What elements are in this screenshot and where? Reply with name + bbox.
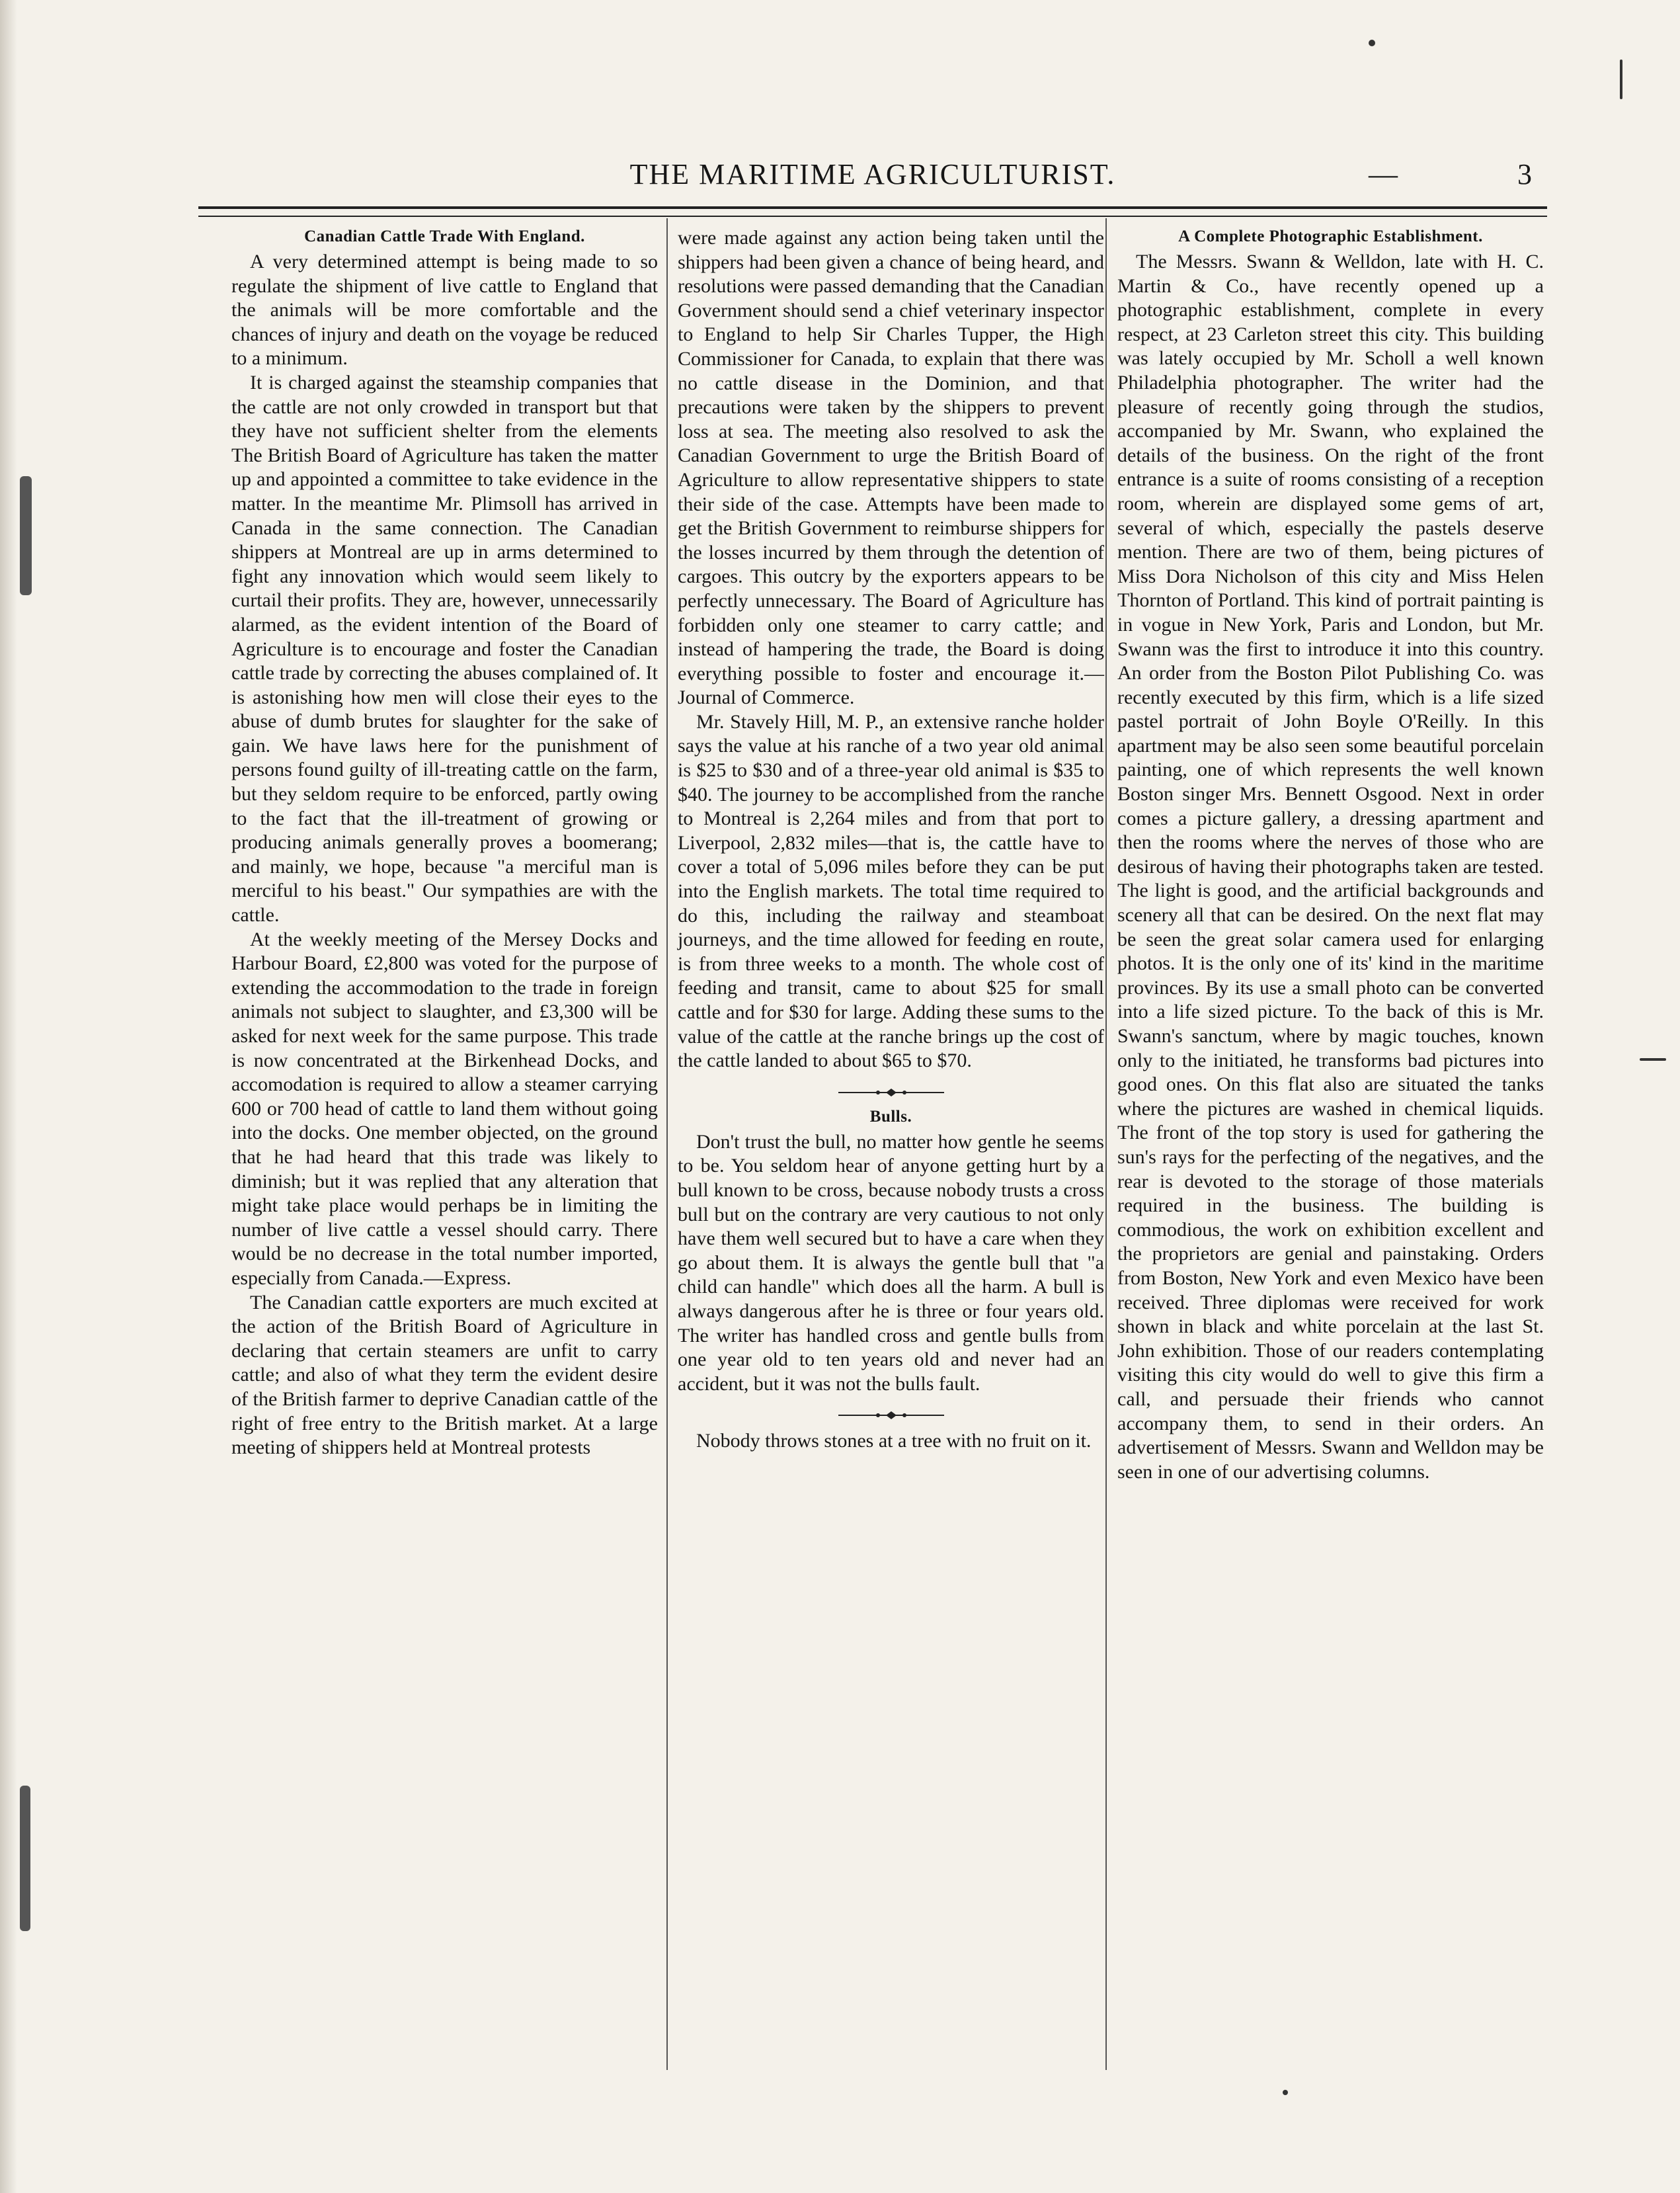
- article-paragraph: A very determined attempt is being made to so regulate the shipment of live cattle to England that the animals will be more comfortable and the chances of injury and death on the voyage be reduced to a minimum.: [231, 251, 658, 370]
- print-speck: [20, 476, 32, 595]
- masthead: [198, 157, 1547, 204]
- print-speck: [1620, 60, 1622, 99]
- column-3: [1117, 226, 1544, 1484]
- masthead-rule: [198, 206, 1547, 217]
- section-ornament: [825, 1088, 957, 1097]
- print-speck: [20, 1786, 30, 1931]
- article-paragraph: Don't trust the bull, no matter how gentle he seems to be. You seldom hear of anyone getting hurt by a bull known to be cross, because nobody trusts a cross bull but on the contrary are very cautious to not only have them well secured but to have a care when they go about them. It is always the gentle bull that "a child can handle" which does all the harm. A bull is always dangerous after he is three or four years old. The writer has handled cross and gentle bulls from one year old to ten years old and never had an accident, but it was not the bulls fault.: [678, 1130, 1104, 1395]
- article-paragraph: were made against any action being taken until the shippers had been given a chance of being heard, and resolutions were passed demanding that the Canadian Government should send a chief veterinary inspector to England to help Sir Charles Tupper, the High Commissioner for Canada, to explain that there was no cattle disease in the Dominion, and that precautions were taken by the shippers to prevent loss at sea. The meeting also resolved to ask the Canadian Government to urge the British Board of Agriculture to allow representative shippers to state their side of the case. Attempts have been made to get the British Government to reimburse shippers for the losses incurred by them through the detention of cargoes. This outcry by the exporters appears to be perfectly unnecessary. The Board of Agriculture has forbidden only one steamer to carry cattle; and instead of hampering the trade, the Board is doing everything possible to foster and encourage it.—Journal of Commerce.: [678, 227, 1104, 709]
- headline-photographic: A Complete Photographic Establishment.: [1178, 228, 1483, 245]
- column-divider-1: [666, 218, 668, 2070]
- column-1: [231, 226, 658, 1460]
- column-2: [678, 226, 1104, 1454]
- page-edge-shadow: [0, 0, 17, 2193]
- print-speck: [1283, 2090, 1288, 2095]
- publication-title: THE MARITIME AGRICULTURIST.: [629, 158, 1116, 190]
- print-speck: [1640, 1058, 1666, 1061]
- article-paragraph: At the weekly meeting of the Mersey Docks and Harbour Board, £2,800 was voted for the purpose of extending the accommodation to the trade in foreign animals not subject to slaughter, and £3,300 will be asked for next week for the same purpose. This trade is now concentrated at the Birkenhead Docks, and accomodation is required to allow a steamer carrying 600 or 700 head of cattle to land them without going into the docks. One member objected, on the ground that he had heard that this trade was likely to diminish; but it was replied that any alteration that might take place would perhaps be in limiting the number of live cattle a vessel should carry. There would be no decrease in the total number imported, especially from Canada.—Express.: [231, 928, 658, 1289]
- page-number: 3: [1517, 158, 1532, 190]
- article-paragraph: Mr. Stavely Hill, M. P., an extensive ranche holder says the value at his ranche of a two year old animal is $25 to $30 and of a three-year old animal is $35 to $40. The journey to be accomplished from the ranche to Montreal is 2,264 miles and from that port to Liverpool, 2,832 miles—that is, the cattle have to cover a total of 5,096 miles before they can be put into the English markets. The total time required to do this, including the railway and steamboat journeys, and the time allowed for feeding en route, is from three weeks to a month. The whole cost of feeding and transit, came to about $25 for small cattle and for $30 for large. Adding these sums to the value of the cattle at the ranche brings up the cost of the cattle landed to about $65 to $70.: [678, 710, 1104, 1072]
- section-ornament: [825, 1411, 957, 1420]
- article-paragraph: It is charged against the steamship companies that the cattle are not only crowded in transport but that they have not sufficient shelter from the elements The British Board of Agriculture has taken the matter up and appointed a committee to take evidence in the matter. In the meantime Mr. Plimsoll has arrived in Canada in the same connection. The Canadian shippers at Montreal are up in arms determined to fight any innovation which would seem likely to curtail their profits. They are, however, unnecessarily alarmed, as the evident intention of the Board of Agriculture is to encourage and foster the Canadian cattle trade by correcting the abuses complained of. It is astonishing how men will close their eyes to the abuse of dumb brutes for slaughter for the sake of gain. We have laws here for the punishment of persons found guilty of ill-treating cattle on the farm, but they seldom require to be enforced, partly owing to the fact that the ill-treatment of growing or producing animals generally proves a boomerang; and mainly, we hope, because "a merciful man is merciful to his beast." Our sympathies are with the cattle.: [231, 371, 658, 927]
- print-speck: [1369, 40, 1375, 46]
- article-paragraph: The Canadian cattle exporters are much excited at the action of the British Board of Agriculture in declaring that certain steamers are unfit to carry cattle; and also of what they term the evident desire of the British farmer to deprive Canadian cattle of the right of free entry to the British market. At a large meeting of shippers held at Montreal protests: [231, 1291, 658, 1459]
- headline-bulls: Bulls.: [869, 1107, 912, 1126]
- article-paragraph: Nobody throws stones at a tree with no fruit on it.: [696, 1430, 1092, 1452]
- article-paragraph: The Messrs. Swann & Welldon, late with H. C. Martin & Co., have recently opened up a photographic establishment, complete in every respect, at 23 Carleton street this city. This building was lately occupied by Mr. Scholl a well known Philadelphia photographer. The writer had the pleasure of recently going through the studios, accompanied by Mr. Swann, who explained the details of the business. On the right of the front entrance is a suite of rooms consisting of a reception room, wherein are displayed some gems of art, several of which, especially the pastels deserve mention. There are two of them, being pictures of Miss Dora Nicholson of this city and Miss Helen Thornton of Portland. This kind of portrait painting is in vogue in New York, Paris and London, but Mr. Swann was the first to introduce it into this country. An order from the Boston Pilot Publishing Co. was recently executed by this firm, which is a life sized pastel portrait of John Boyle O'Reilly. In this apartment may be also seen some beautiful porcelain painting, one of which represents the well known Boston singer Mrs. Bennett Osgood. Next in order comes a picture gallery, a dressing apartment and then the rooms where the nerves of those who are desirous of having their photographs taken are tested. The light is good, and the artificial backgrounds and scenery all that can be desired. On the next flat may be seen the great solar camera used for enlarging photos. It is the only one of its' kind in the maritime provinces. By its use a small photo can be converted into a life sized picture. To the back of this is Mr. Swann's sanctum, where by magic touches, known only to the initiated, he transforms bad pictures into good ones. On this flat also are situated the tanks where the pictures are washed in chemical liquids. The front of the top story is used for gathering the sun's rays for the perfecting of the negatives, and the rear is devoted to the storage of those materials required in the business. The building is commodious, the work on exhibition excellent and the proprietors are genial and painstaking. Orders from Boston, New York and even Mexico have been received. Three diplomas were received for work shown in black and white porcelain at the last St. John exhibition. Those of our readers contemplating visiting this city would do well to give this firm a call, and persuade their friends who cannot accompany them, to send in their orders. An advertisement of Messrs. Swann and Welldon may be seen in one of our advertising columns.: [1117, 251, 1544, 1483]
- column-divider-2: [1105, 218, 1107, 2070]
- masthead-dash: —: [1369, 158, 1398, 190]
- headline-cattle-trade: Canadian Cattle Trade With England.: [304, 228, 585, 245]
